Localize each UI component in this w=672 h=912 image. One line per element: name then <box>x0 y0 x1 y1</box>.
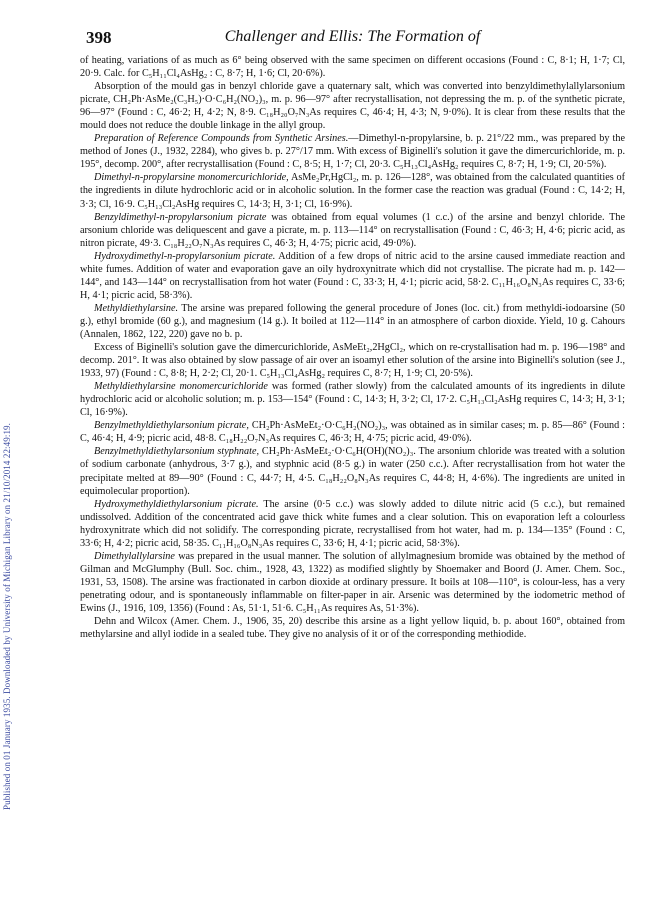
paragraph-body: CH₂Ph·AsMeEt₂·O·C₆H(OH)(NO₂)₃. The arsonium chloride was treated with a solution of sodium carbonate (anhydrous, 3·7 g.), and styphnic acid (8·5 g.) in water (250 c.c.). After recrystallisation from hot water the precipitate melted at 89—90° (Found : C, 44·7; H, 4·5. C₁₈H₂₂O₈N₃As requires C, 44·8; H, 4·6%). The ingredients are united in equimolecular proportion). <box>80 446 625 497</box>
paragraph-body: Dehn and Wilcox (Amer. Chem. J., 1906, 35, 20) describe this arsine as a light yellow liquid, b. p. about 160°, obtained from methylarsine and allyl iodide in a sealed tube. They give no analysis of it or of the corresponding methiodide. <box>80 616 625 641</box>
paragraph-lead: Benzyldimethyl-n-propylarsonium picrate <box>94 211 267 223</box>
download-notice-text: Published on 01 January 1935. Downloaded by University of Michigan Library on 21/10/2014 22:49:19. <box>2 422 12 810</box>
paragraph <box>80 250 625 302</box>
paragraph-lead: Hydroxydimethyl-n-propylarsonium picrate. <box>94 250 276 262</box>
paragraph-body: was prepared in the usual manner. The solution of allylmagnesium bromide was obtained by the method of Gilman and McGlumphy (Bull. Soc. chim., 1928, 43, 1322) as modified slightly by Shoemaker and Boord (J. Amer. Chem. Soc., 1931, 53, 1508). The arsine was fractionated in carbon dioxide at ordinary pressure. It boils at 108—110°, is colour-less, has a very penetrating odour, and is spontaneously inflammable on filter-paper in air. Arsenic was determined by the iodometric method of Ewins (J., 1916, 109, 1356) (Found : As, 51·1, 51·6. C₅H₁₁As requires As, 51·3%). <box>80 550 625 614</box>
body-text <box>80 54 625 641</box>
page-number: 398 <box>86 28 112 47</box>
paragraph-body: The arsine was prepared following the general procedure of Jones (loc. cit.) from methyldi-iodoarsine (50 g.), ethyl bromide (60 g.), and magnesium (14 g.). It boiled at 112—114° in an atmosphere of carbon dioxide. Yield, 10 g. Cahours (Annalen, 1862, 122, 220) gave no b. p. <box>80 302 625 340</box>
paragraph <box>80 380 625 419</box>
paragraph <box>80 80 625 132</box>
paragraph-body: Addition of a few drops of nitric acid to the arsine caused immediate reaction and white fumes. Addition of water and evaporation gave an oily hydroxynitrate which did not crystallise. The picrate had m. p. 142—144°, and 143—144° on recrystallisation from hot water (Found : C, 33·3; H, 4·1; picric acid, 58·2. C₁₁H₁₆O₈N₃As requires C, 33·6; H, 4·1; picric acid, 58·3%). <box>80 250 625 301</box>
paragraph-body: was obtained from equal volumes (1 c.c.) of the arsine and benzyl chloride. The arsonium chloride was deliquescent and gave a picrate, m. p. 113—114° on recrystallisation (Found : C, 46·3; H, 4·6; picric acid, as nitron picrate, 49·3. C₁₈H₂₂O₇N₃As requires C, 46·3; H, 4·75; picric acid, 49·0%). <box>80 211 625 249</box>
paragraph-lead: Dimethyl-n-propylarsine monomercurichloride, <box>94 172 289 184</box>
paragraph-body: —Dimethyl-n-propylarsine, b. p. 21°/22 mm., was prepared by the method of Jones (J., 1932, 2284), who gives b. p. 27°/17 mm. With excess of Biginelli's solution it gave the dimercurichloride, m. p. 195°, decomp. 200°, after recrystallisation (Found : C, 8·5; H, 1·7; Cl, 20·3. C₅H₁₃Cl₄AsHg₂ requires C, 8·7; H, 1·9; Cl, 20·5%). <box>80 133 625 171</box>
paragraph-body: Absorption of the mould gas in benzyl chloride gave a quaternary salt, which was converted into benzyldimethylallylarsonium picrate, CH₂Ph·AsMe₂(C₃H₅)·O·C₆H₂(NO₂)₃, m. p. 96—97° after recrystallisation, not depressing the m. p. of the synthetic picrate, 96—97° (Found : C, 46·2; H, 4·2; N, 8·9. C₁₈H₂₀O₇N₃As requires C, 46·4; H, 4·3; N, 9·0%). It is clear from these results that the mould does not reduce the double linkage in the allyl group. <box>80 81 625 132</box>
paragraph-body: CH₂Ph·AsMeEt₂·O·C₆H₂(NO₂)₃, was obtained as in similar cases; m. p. 85—86° (Found : C, 46·4; H, 4·9; picric acid, 48·8. C₁₈H₂₂O₇N₃As requires C, 46·3; H, 4·75; picric acid, 49·0%). <box>80 420 625 445</box>
page-header <box>80 28 625 54</box>
paragraph-lead: Benzylmethyldiethylarsonium picrate, <box>94 420 249 432</box>
paragraph <box>80 498 625 550</box>
running-head: Challenger and Ellis: The Formation of <box>224 28 481 45</box>
paragraph-lead: Dimethylallylarsine <box>94 550 175 562</box>
paragraph <box>80 211 625 250</box>
paragraph <box>80 615 625 641</box>
paragraph-lead: Hydroxymethyldiethylarsonium picrate. <box>94 498 259 510</box>
paragraph-lead: Methyldiethylarsine. <box>94 302 179 314</box>
paragraph <box>80 171 625 210</box>
paragraph <box>80 445 625 497</box>
paragraph <box>80 419 625 445</box>
paragraph-lead: Benzylmethyldiethylarsonium styphnate, <box>94 446 260 458</box>
page <box>80 28 625 641</box>
paragraph-body: Excess of Biginelli's solution gave the dimercurichloride, AsMeEt₂,2HgCl₂, which on re-crystallisation had m. p. 196—198° and decomp. 201°. It was also obtained by slow passage of air over an isoamyl ether solution of the arsine into Biginelli's solution (see J., 1933, 97) (Found : C, 8·8; H, 2·2; Cl, 20·1. C₅H₁₃Cl₄AsHg₂ requires C, 8·7; H, 1·9; Cl, 20·5%). <box>80 342 625 380</box>
paragraph-body: of heating, variations of as much as 6° being observed with the same specimen on different occasions (Found : C, 8·1; H, 1·7; Cl, 20·9. Calc. for C₅H₁₁Cl₄AsHg₂ : C, 8·7; H, 1·6; Cl, 20·6%). <box>80 55 625 80</box>
paragraph-lead: Preparation of Reference Compounds from Synthetic Arsines. <box>94 133 349 145</box>
paragraph <box>80 341 625 380</box>
paragraph-body: AsMe₂Pr,HgCl₂, m. p. 126—128°, was obtained from the calculated quantities of the ingredients in dilute hydrochloric acid or in alcoholic solution. In the former case the reaction was gradual (Found : C, 14·2; H, 3·3; Cl, 16·9. C₅H₁₃Cl₂AsHg requires C, 14·3; H, 3·1; Cl, 16·9%). <box>80 172 625 210</box>
download-notice <box>0 110 20 810</box>
paragraph <box>80 132 625 171</box>
paragraph-body: was formed (rather slowly) from the calculated amounts of its ingredients in dilute hydrochloric acid or alcoholic solution; m. p. 153—154° (Found : C, 14·3; H, 3·2; Cl, 17·2. C₅H₁₃Cl₂AsHg requires C, 14·3; H, 3·1; Cl, 16·9%). <box>80 381 625 419</box>
paragraph-lead: Methyldiethylarsine monomercurichloride <box>94 381 268 393</box>
paragraph <box>80 550 625 615</box>
paragraph <box>80 54 625 80</box>
paragraph <box>80 302 625 341</box>
paragraph-body: The arsine (0·5 c.c.) was slowly added to dilute nitric acid (5 c.c.), but remained undissolved. Addition of the concentrated acid gave thick white fumes and a clear solution. This on evaporation left a colourless hydroxynitrate which did not solidify. The corresponding picrate, recrystallised from hot water, had m. p. 134—135° (Found : C, 33·6; H, 4·2; picric acid, 58·35. C₁₁H₁₆O₈N₃As requires C, 33·6; H, 4·1; picric acid, 58·3%). <box>80 498 625 549</box>
